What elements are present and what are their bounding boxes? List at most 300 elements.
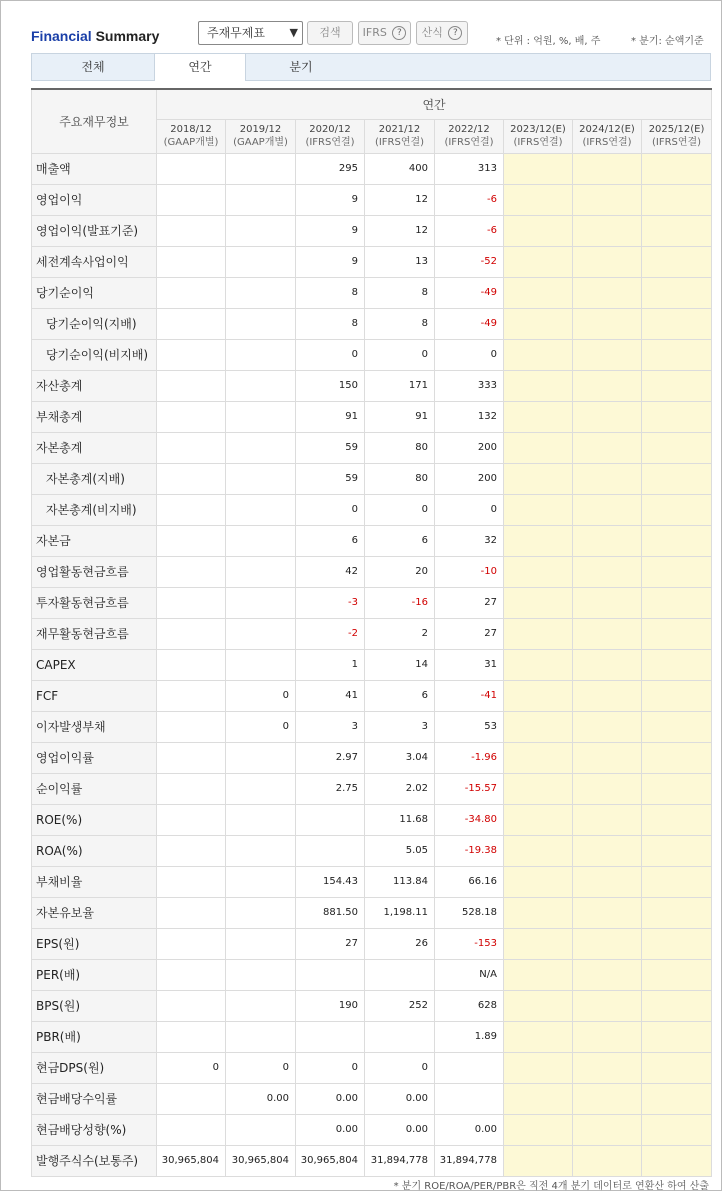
annual-group-header: 연간 bbox=[157, 89, 712, 119]
table-cell: 150 bbox=[296, 370, 365, 401]
table-cell: 0 bbox=[365, 494, 435, 525]
table-cell bbox=[226, 432, 296, 463]
table-cell bbox=[504, 339, 573, 370]
table-cell bbox=[157, 1083, 226, 1114]
item-column-header: 주요재무정보 bbox=[32, 89, 157, 153]
table-cell bbox=[226, 246, 296, 277]
table-cell bbox=[573, 1021, 642, 1052]
row-label: 영업이익(발표기준) bbox=[32, 215, 157, 246]
table-cell: -34.80 bbox=[435, 804, 504, 835]
table-cell bbox=[642, 680, 712, 711]
row-label: ROA(%) bbox=[32, 835, 157, 866]
table-cell: -16 bbox=[365, 587, 435, 618]
year-column-header bbox=[296, 119, 365, 153]
financial-table bbox=[31, 88, 712, 1177]
table-cell bbox=[573, 494, 642, 525]
table-cell bbox=[226, 649, 296, 680]
basis-label: (IFRS연결) bbox=[651, 137, 702, 148]
row-label: 투자활동현금흐름 bbox=[32, 587, 157, 618]
table-cell bbox=[157, 897, 226, 928]
year-label: 2023/12(E) bbox=[510, 124, 566, 135]
table-cell: 1,198.11 bbox=[365, 897, 435, 928]
table-cell: 30,965,804 bbox=[296, 1145, 365, 1176]
basis-label: (GAAP개별) bbox=[233, 137, 288, 148]
table-cell bbox=[226, 556, 296, 587]
table-cell: 80 bbox=[365, 463, 435, 494]
year-label: 2018/12 bbox=[170, 124, 212, 135]
table-cell: 2.02 bbox=[365, 773, 435, 804]
table-cell bbox=[157, 618, 226, 649]
table-cell bbox=[573, 742, 642, 773]
table-cell bbox=[504, 804, 573, 835]
table-row bbox=[32, 153, 712, 184]
table-cell bbox=[504, 711, 573, 742]
table-row bbox=[32, 184, 712, 215]
table-cell: 0 bbox=[226, 680, 296, 711]
table-cell bbox=[157, 587, 226, 618]
table-cell bbox=[504, 432, 573, 463]
table-cell: 59 bbox=[296, 432, 365, 463]
table-cell bbox=[573, 1145, 642, 1176]
table-cell bbox=[573, 153, 642, 184]
year-column-header bbox=[435, 119, 504, 153]
basis-label: (IFRS연결) bbox=[513, 137, 563, 148]
table-cell: 8 bbox=[296, 277, 365, 308]
table-cell: 295 bbox=[296, 153, 365, 184]
table-cell bbox=[365, 959, 435, 990]
table-cell bbox=[157, 990, 226, 1021]
table-cell: 0 bbox=[435, 494, 504, 525]
table-cell bbox=[157, 277, 226, 308]
table-cell bbox=[226, 866, 296, 897]
table-cell bbox=[573, 711, 642, 742]
year-column-header bbox=[573, 119, 642, 153]
table-cell bbox=[642, 618, 712, 649]
table-cell: 12 bbox=[365, 184, 435, 215]
table-cell: 132 bbox=[435, 401, 504, 432]
year-label: 2022/12 bbox=[448, 124, 490, 135]
table-cell bbox=[642, 246, 712, 277]
table-row bbox=[32, 835, 712, 866]
table-cell bbox=[642, 494, 712, 525]
search-button[interactable]: 검색 bbox=[307, 21, 353, 45]
table-cell: 1 bbox=[296, 649, 365, 680]
row-label: ROE(%) bbox=[32, 804, 157, 835]
table-cell bbox=[573, 1114, 642, 1145]
table-cell bbox=[573, 928, 642, 959]
table-cell: 8 bbox=[365, 277, 435, 308]
table-cell bbox=[226, 308, 296, 339]
table-cell: 0 bbox=[365, 1052, 435, 1083]
table-row bbox=[32, 1052, 712, 1083]
table-cell bbox=[642, 959, 712, 990]
table-cell: 0 bbox=[435, 339, 504, 370]
table-row bbox=[32, 928, 712, 959]
table-row bbox=[32, 277, 712, 308]
table-row bbox=[32, 1083, 712, 1114]
table-cell bbox=[504, 1052, 573, 1083]
table-row bbox=[32, 432, 712, 463]
table-cell bbox=[573, 618, 642, 649]
table-cell: 6 bbox=[296, 525, 365, 556]
table-row bbox=[32, 680, 712, 711]
table-cell bbox=[573, 959, 642, 990]
year-label: 2024/12(E) bbox=[579, 124, 635, 135]
row-label: 순이익률 bbox=[32, 773, 157, 804]
table-cell: 0 bbox=[296, 1052, 365, 1083]
table-cell: -15.57 bbox=[435, 773, 504, 804]
table-cell bbox=[642, 1083, 712, 1114]
table-cell bbox=[573, 866, 642, 897]
table-cell: 80 bbox=[365, 432, 435, 463]
table-cell bbox=[504, 401, 573, 432]
table-cell bbox=[504, 649, 573, 680]
table-cell bbox=[226, 618, 296, 649]
table-cell bbox=[226, 339, 296, 370]
table-cell bbox=[226, 959, 296, 990]
table-cell bbox=[504, 742, 573, 773]
table-cell bbox=[157, 153, 226, 184]
table-cell: 0 bbox=[157, 1052, 226, 1083]
table-cell bbox=[296, 835, 365, 866]
table-cell bbox=[226, 897, 296, 928]
table-cell: 333 bbox=[435, 370, 504, 401]
row-label: 당기순이익 bbox=[32, 277, 157, 308]
table-cell bbox=[226, 928, 296, 959]
table-cell bbox=[642, 1052, 712, 1083]
table-cell: 20 bbox=[365, 556, 435, 587]
table-cell bbox=[504, 928, 573, 959]
row-label: 자본총계(지배) bbox=[32, 463, 157, 494]
table-cell: 0.00 bbox=[296, 1114, 365, 1145]
row-label: 자본금 bbox=[32, 525, 157, 556]
table-cell: 200 bbox=[435, 432, 504, 463]
table-cell: 32 bbox=[435, 525, 504, 556]
table-cell: 66.16 bbox=[435, 866, 504, 897]
table-cell bbox=[642, 711, 712, 742]
row-label: 자본유보율 bbox=[32, 897, 157, 928]
ifrs-label: IFRS bbox=[362, 26, 387, 39]
basis-label: (GAAP개별) bbox=[163, 137, 219, 148]
table-cell bbox=[296, 959, 365, 990]
table-cell: -19.38 bbox=[435, 835, 504, 866]
table-cell bbox=[642, 773, 712, 804]
year-label: 2021/12 bbox=[378, 124, 421, 135]
table-cell bbox=[504, 680, 573, 711]
row-label: EPS(원) bbox=[32, 928, 157, 959]
table-cell bbox=[504, 277, 573, 308]
year-label: 2020/12 bbox=[309, 124, 351, 135]
table-cell bbox=[157, 494, 226, 525]
row-label: PBR(배) bbox=[32, 1021, 157, 1052]
table-cell bbox=[504, 1021, 573, 1052]
row-label: 영업이익 bbox=[32, 184, 157, 215]
table-cell: 6 bbox=[365, 680, 435, 711]
table-row bbox=[32, 308, 712, 339]
table-row bbox=[32, 618, 712, 649]
page-title: Financial Summary bbox=[31, 28, 160, 44]
table-cell bbox=[504, 556, 573, 587]
table-cell: 30,965,804 bbox=[226, 1145, 296, 1176]
table-cell bbox=[226, 742, 296, 773]
footnote: * 분기 ROE/ROA/PER/PBR은 직전 4개 분기 데이터로 연환산 하여 산출 bbox=[393, 1181, 709, 1191]
table-cell bbox=[642, 587, 712, 618]
table-row bbox=[32, 990, 712, 1021]
table-cell bbox=[226, 990, 296, 1021]
year-column-header bbox=[365, 119, 435, 153]
table-cell bbox=[642, 928, 712, 959]
table-cell: 0.00 bbox=[226, 1083, 296, 1114]
table-cell bbox=[642, 556, 712, 587]
table-cell bbox=[157, 866, 226, 897]
unit-note: * 단위 : 억원, %, 배, 주 bbox=[496, 36, 601, 47]
table-cell bbox=[157, 215, 226, 246]
table-cell bbox=[226, 153, 296, 184]
table-cell bbox=[573, 587, 642, 618]
table-cell: -49 bbox=[435, 308, 504, 339]
table-cell bbox=[157, 928, 226, 959]
table-row bbox=[32, 711, 712, 742]
table-cell: 6 bbox=[365, 525, 435, 556]
table-cell: 1.89 bbox=[435, 1021, 504, 1052]
table-cell bbox=[573, 370, 642, 401]
table-cell bbox=[573, 432, 642, 463]
table-cell bbox=[504, 153, 573, 184]
table-cell bbox=[573, 773, 642, 804]
table-row bbox=[32, 463, 712, 494]
row-label: 영업활동현금흐름 bbox=[32, 556, 157, 587]
table-cell bbox=[573, 463, 642, 494]
table-cell bbox=[642, 277, 712, 308]
table-cell bbox=[504, 990, 573, 1021]
table-cell bbox=[157, 525, 226, 556]
table-cell: -49 bbox=[435, 277, 504, 308]
table-row bbox=[32, 804, 712, 835]
table-cell bbox=[226, 370, 296, 401]
table-cell bbox=[642, 215, 712, 246]
row-label: PER(배) bbox=[32, 959, 157, 990]
row-label: 자산총계 bbox=[32, 370, 157, 401]
row-label: CAPEX bbox=[32, 649, 157, 680]
ifrs-button[interactable] bbox=[358, 21, 411, 45]
table-row bbox=[32, 401, 712, 432]
table-cell bbox=[226, 525, 296, 556]
table-row bbox=[32, 897, 712, 928]
table-cell: -52 bbox=[435, 246, 504, 277]
help-icon: ? bbox=[392, 26, 406, 40]
table-cell bbox=[157, 835, 226, 866]
tab-all[interactable]: 전체 bbox=[81, 60, 105, 74]
table-row bbox=[32, 959, 712, 990]
formula-label: 산식 bbox=[421, 26, 443, 39]
table-cell: 91 bbox=[296, 401, 365, 432]
table-cell bbox=[504, 215, 573, 246]
table-cell bbox=[226, 1021, 296, 1052]
row-label: 이자발생부채 bbox=[32, 711, 157, 742]
table-cell bbox=[226, 184, 296, 215]
row-label: 당기순이익(지배) bbox=[32, 308, 157, 339]
table-cell bbox=[157, 742, 226, 773]
table-cell bbox=[157, 401, 226, 432]
table-cell: -1.96 bbox=[435, 742, 504, 773]
table-cell bbox=[642, 153, 712, 184]
table-cell bbox=[157, 184, 226, 215]
table-cell: 11.68 bbox=[365, 804, 435, 835]
statement-type-select[interactable] bbox=[198, 21, 303, 45]
table-cell bbox=[157, 680, 226, 711]
table-cell bbox=[573, 649, 642, 680]
table-cell: 0 bbox=[365, 339, 435, 370]
row-label: 매출액 bbox=[32, 153, 157, 184]
table-row bbox=[32, 866, 712, 897]
row-label: 현금배당성향(%) bbox=[32, 1114, 157, 1145]
table-cell: 42 bbox=[296, 556, 365, 587]
table-cell bbox=[642, 463, 712, 494]
table-cell bbox=[573, 835, 642, 866]
table-cell: 27 bbox=[435, 618, 504, 649]
table-cell: 628 bbox=[435, 990, 504, 1021]
table-cell: -6 bbox=[435, 215, 504, 246]
table-cell bbox=[573, 1052, 642, 1083]
table-cell bbox=[573, 556, 642, 587]
table-cell bbox=[157, 370, 226, 401]
table-cell: 313 bbox=[435, 153, 504, 184]
table-cell: 14 bbox=[365, 649, 435, 680]
table-cell: -153 bbox=[435, 928, 504, 959]
table-cell: 3 bbox=[365, 711, 435, 742]
table-cell bbox=[226, 215, 296, 246]
row-label: 재무활동현금흐름 bbox=[32, 618, 157, 649]
table-cell: 154.43 bbox=[296, 866, 365, 897]
row-label: 당기순이익(비지배) bbox=[32, 339, 157, 370]
table-cell: 31,894,778 bbox=[435, 1145, 504, 1176]
table-cell bbox=[504, 897, 573, 928]
table-row bbox=[32, 587, 712, 618]
basis-label: (IFRS연결) bbox=[305, 137, 355, 148]
table-cell bbox=[157, 556, 226, 587]
table-cell: 59 bbox=[296, 463, 365, 494]
table-cell bbox=[642, 401, 712, 432]
table-cell bbox=[226, 1114, 296, 1145]
table-cell: -10 bbox=[435, 556, 504, 587]
table-cell: 2.97 bbox=[296, 742, 365, 773]
table-cell bbox=[226, 401, 296, 432]
table-cell bbox=[642, 897, 712, 928]
table-cell bbox=[573, 246, 642, 277]
table-row bbox=[32, 556, 712, 587]
table-cell: 12 bbox=[365, 215, 435, 246]
row-label: 세전계속사업이익 bbox=[32, 246, 157, 277]
quarter-basis-note: * 분기: 순액기준 bbox=[631, 36, 704, 47]
table-row bbox=[32, 1021, 712, 1052]
table-cell: 13 bbox=[365, 246, 435, 277]
table-cell bbox=[642, 1145, 712, 1176]
table-cell bbox=[573, 680, 642, 711]
table-cell: 0.00 bbox=[435, 1114, 504, 1145]
table-cell bbox=[226, 463, 296, 494]
row-label: 발행주식수(보통주) bbox=[32, 1145, 157, 1176]
table-row bbox=[32, 1145, 712, 1176]
table-row bbox=[32, 494, 712, 525]
table-cell bbox=[226, 804, 296, 835]
table-cell bbox=[642, 742, 712, 773]
statement-type-value: 주재무제표 bbox=[207, 26, 265, 40]
table-cell bbox=[296, 1021, 365, 1052]
table-cell bbox=[157, 432, 226, 463]
table-cell bbox=[226, 773, 296, 804]
row-label: 현금배당수익률 bbox=[32, 1083, 157, 1114]
table-cell bbox=[504, 246, 573, 277]
row-label: BPS(원) bbox=[32, 990, 157, 1021]
table-row bbox=[32, 215, 712, 246]
chevron-down-icon: ▼ bbox=[289, 26, 298, 39]
table-cell bbox=[573, 804, 642, 835]
table-cell: 30,965,804 bbox=[157, 1145, 226, 1176]
table-cell: 0 bbox=[226, 1052, 296, 1083]
table-cell: 528.18 bbox=[435, 897, 504, 928]
table-cell bbox=[157, 308, 226, 339]
table-cell bbox=[573, 1083, 642, 1114]
table-cell: 91 bbox=[365, 401, 435, 432]
table-cell: 0.00 bbox=[365, 1114, 435, 1145]
table-cell bbox=[157, 339, 226, 370]
table-cell: 26 bbox=[365, 928, 435, 959]
basis-label: (IFRS연결) bbox=[444, 137, 494, 148]
table-cell bbox=[504, 370, 573, 401]
table-cell bbox=[642, 339, 712, 370]
table-cell bbox=[504, 1114, 573, 1145]
table-cell: 5.05 bbox=[365, 835, 435, 866]
table-cell bbox=[504, 773, 573, 804]
period-tabs bbox=[31, 53, 711, 81]
tab-quarterly[interactable]: 분기 bbox=[289, 60, 313, 74]
year-column-header bbox=[642, 119, 712, 153]
tab-annual[interactable]: 연간 bbox=[154, 53, 246, 81]
table-cell bbox=[573, 990, 642, 1021]
row-label: 자본총계(비지배) bbox=[32, 494, 157, 525]
table-cell: 0 bbox=[296, 494, 365, 525]
table-cell bbox=[573, 184, 642, 215]
table-cell: 0.00 bbox=[365, 1083, 435, 1114]
table-cell: 8 bbox=[296, 308, 365, 339]
table-row bbox=[32, 1114, 712, 1145]
table-cell bbox=[642, 866, 712, 897]
table-cell: 0.00 bbox=[296, 1083, 365, 1114]
basis-label: (IFRS연결) bbox=[374, 137, 425, 148]
table-cell: -6 bbox=[435, 184, 504, 215]
formula-button[interactable] bbox=[416, 21, 468, 45]
help-icon: ? bbox=[448, 26, 462, 40]
table-cell bbox=[573, 897, 642, 928]
table-cell bbox=[504, 959, 573, 990]
table-cell bbox=[226, 494, 296, 525]
table-cell bbox=[573, 339, 642, 370]
table-cell bbox=[642, 184, 712, 215]
table-cell bbox=[642, 804, 712, 835]
table-cell bbox=[504, 494, 573, 525]
table-cell bbox=[296, 804, 365, 835]
table-cell bbox=[157, 1114, 226, 1145]
table-cell: 27 bbox=[296, 928, 365, 959]
table-cell bbox=[642, 1114, 712, 1145]
table-row bbox=[32, 773, 712, 804]
table-cell bbox=[504, 463, 573, 494]
table-cell bbox=[573, 308, 642, 339]
table-row bbox=[32, 339, 712, 370]
table-cell bbox=[504, 835, 573, 866]
table-cell bbox=[504, 866, 573, 897]
table-cell bbox=[157, 1021, 226, 1052]
